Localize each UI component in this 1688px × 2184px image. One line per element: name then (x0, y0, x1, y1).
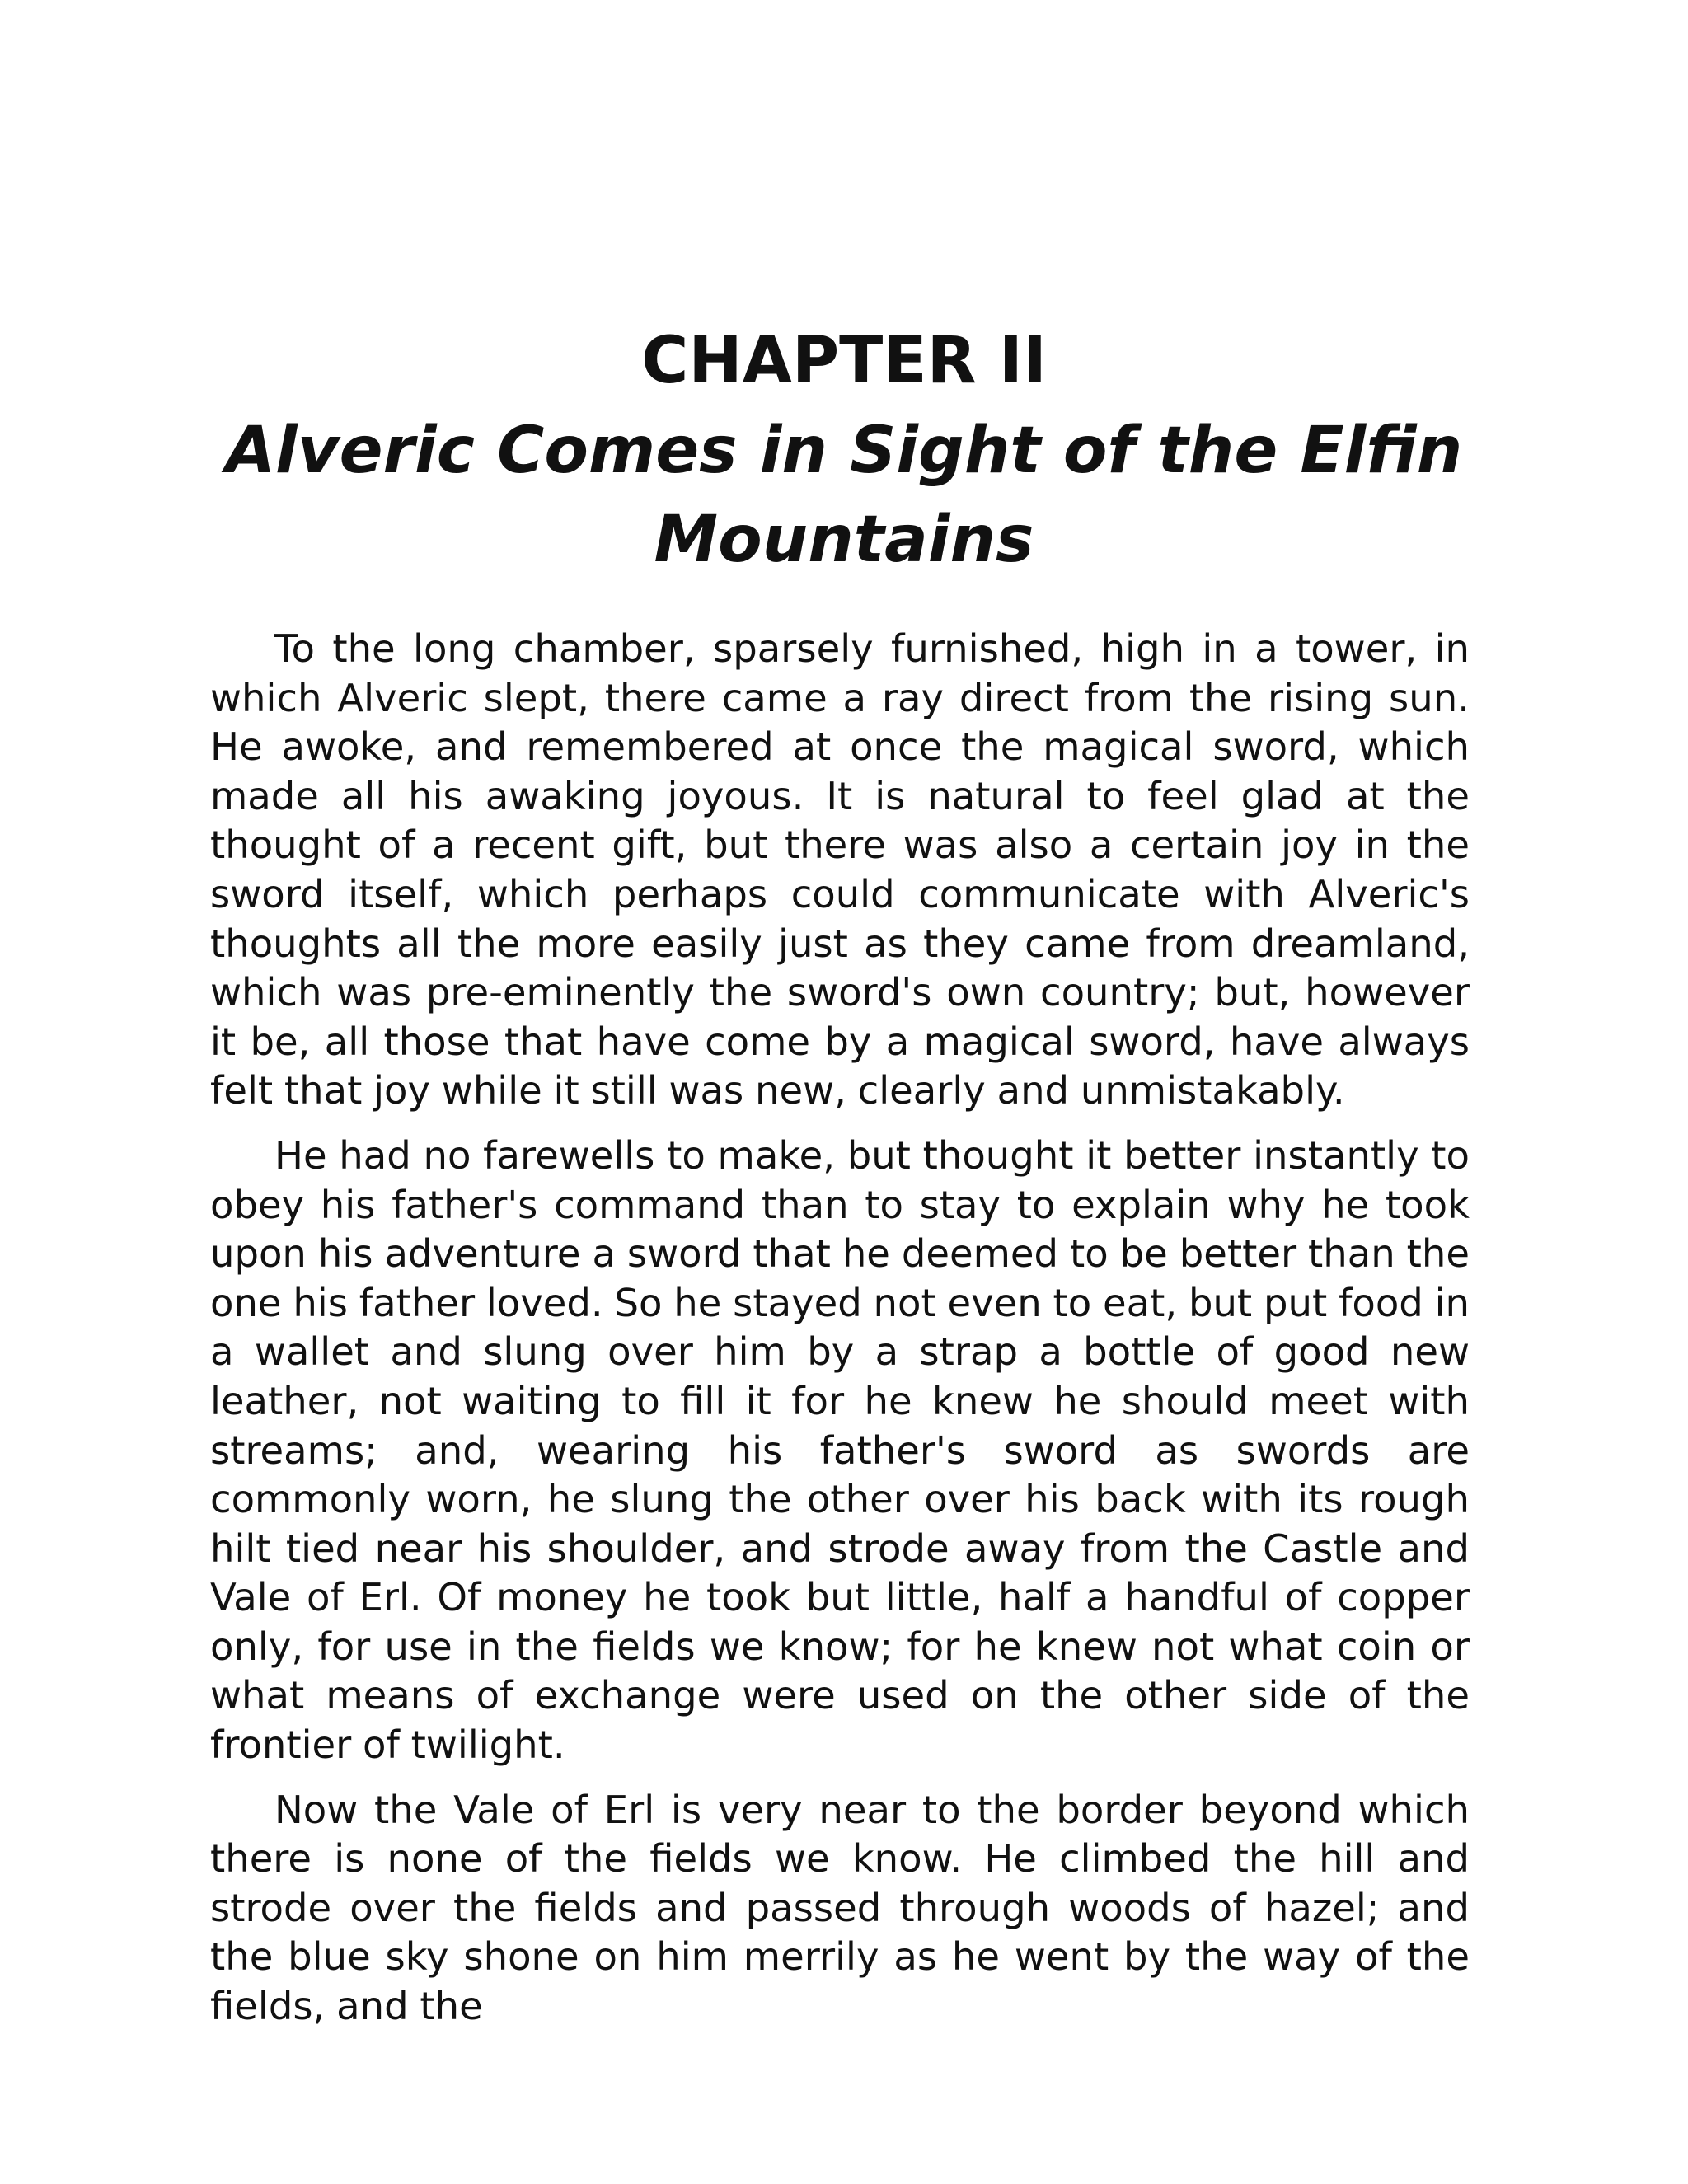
paragraph: He had no farewells to make, but thought it better instantly to obey his father's command than to stay to explain why he took upon his adventure a sword that he deemed to be better than the one his father loved. So he stayed not even to eat, but put food in a wallet and slung over him by a strap a bottle of good new leather, not waiting to fill it for he knew he should meet with streams; and, wearing his father's sword as swords are commonly worn, he slung the other over his back with its rough hilt tied near his shoulder, and strode away from the Castle and Vale of Erl. Of money he took but little, half a handful of copper only, for use in the fields we know; for he knew not what coin or what means of exchange were used on the other side of the frontier of twilight. (210, 1132, 1470, 1768)
paragraph: Now the Vale of Erl is very near to the border beyond which there is none of the fields we know. He climbed the hill and strode over the fields and passed through woods of hazel; and the blue sky shone on him merrily as he went by the way of the fields, and the (210, 1787, 1470, 2029)
paragraph: To the long chamber, sparsely furnished, high in a tower, in which Alveric slept, there came a ray direct from the rising sun. He awoke, and remembered at once the magical sword, which made all his awaking joyous. It is natural to feel glad at the thought of a recent gift, but there was also a certain joy in the sword itself, which perhaps could communicate with Alveric's thoughts all the more easily just as they came from dreamland, which was pre-eminently the sword's own country; but, however it be, all those that have come by a magical sword, have always felt that joy while it still was new, clearly and unmistakably. (210, 626, 1470, 1113)
chapter-number: CHAPTER II (641, 324, 1047, 398)
chapter-body (210, 625, 1470, 2047)
chapter-title: Alveric Comes in Sight of the Elfin Mountains (225, 414, 1463, 577)
